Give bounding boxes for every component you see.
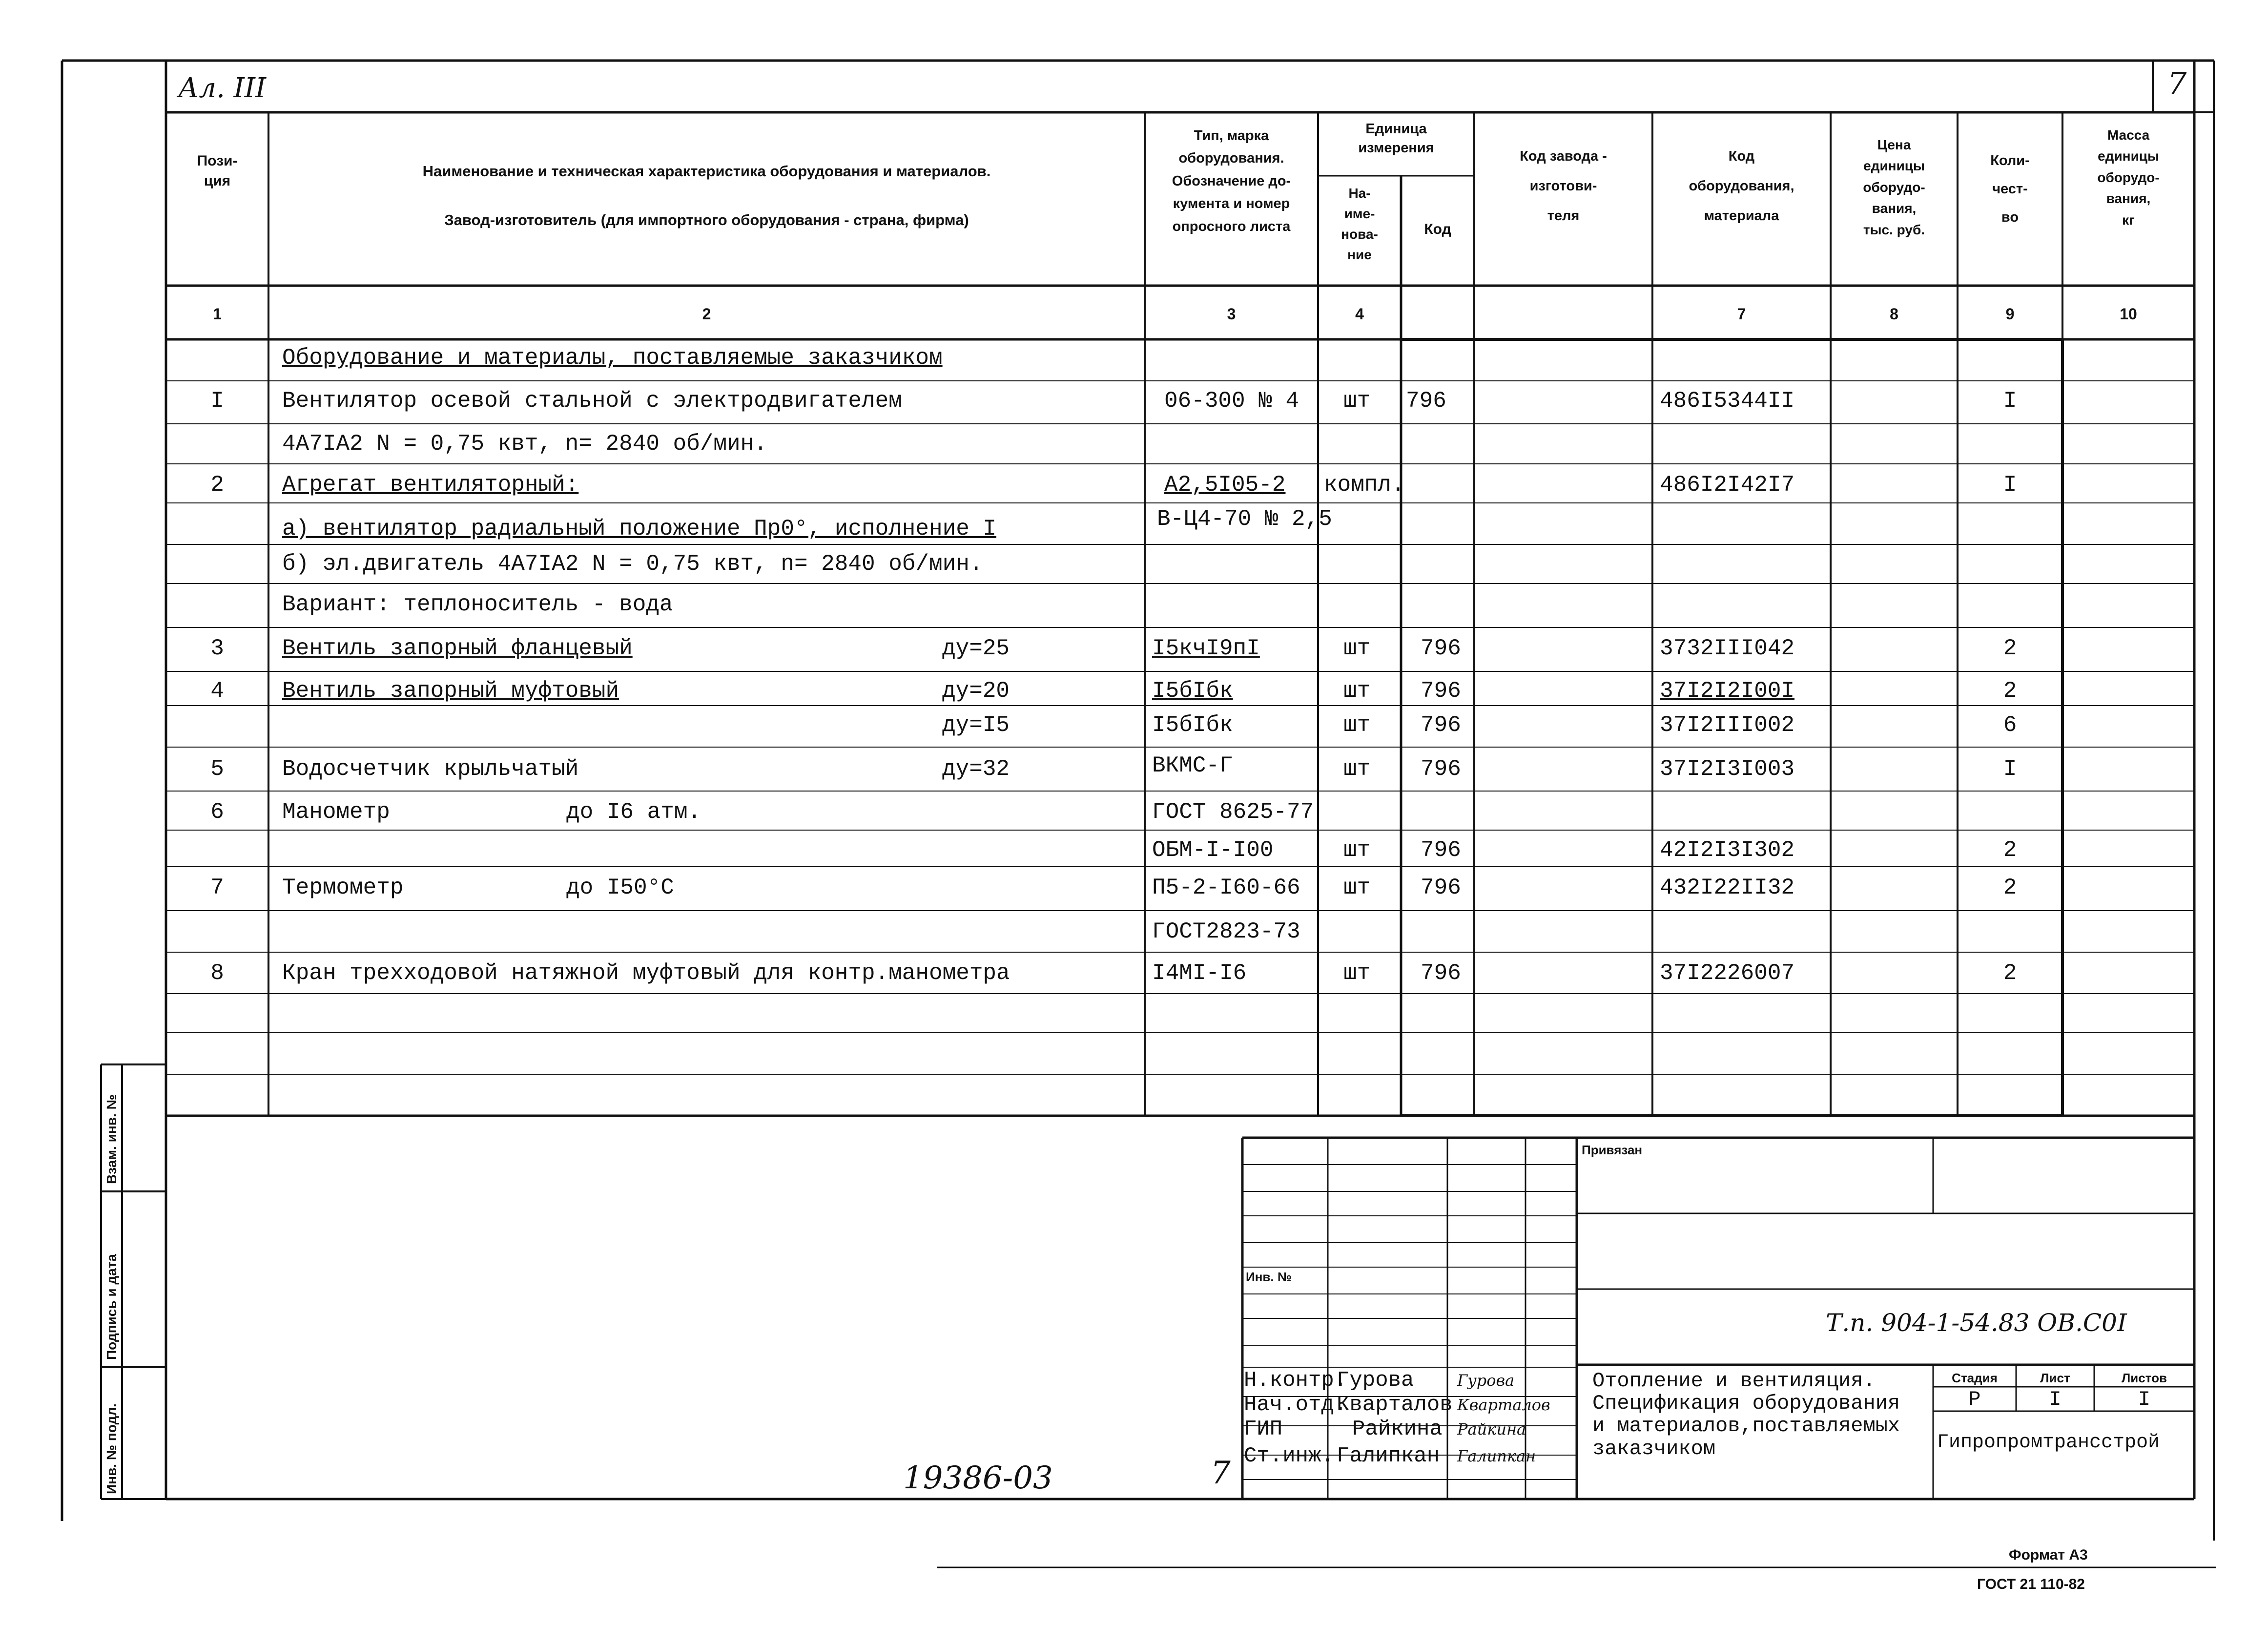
row-unit-code: 796 (1421, 875, 1461, 900)
row-type: ВКМС-Г (1152, 753, 1233, 778)
row-equipment-code: 486I2I42I7 (1660, 472, 1795, 498)
row-unit: шт (1343, 960, 1371, 986)
row-unit: шт (1343, 712, 1371, 738)
row-name: Вентиль запорный фланцевый (282, 636, 633, 661)
signer-role: Ст.инж. (1244, 1444, 1334, 1468)
signer-signature: Райкина (1457, 1420, 1526, 1438)
row-nominal-size: ду=20 (942, 678, 1010, 704)
format-label: Формат А3 (2009, 1547, 2088, 1563)
section-heading: Оборудование и материалы, поставляемые заказчиком (282, 345, 943, 371)
header-quantity: Коли- чест- во (1990, 153, 2030, 225)
inventory-handwritten: 19386-03 (903, 1460, 1053, 1496)
row-equipment-code: 37I2I3I003 (1660, 756, 1795, 782)
signer-name: Галипкан (1337, 1444, 1440, 1468)
header-equipment-code: Код оборудования, материала (1689, 148, 1794, 224)
side-stamp-label: Инв. № подл. (104, 1403, 119, 1494)
header-unit-code: Код (1424, 221, 1451, 237)
row-unit: шт (1343, 875, 1371, 900)
row-unit: шт (1343, 678, 1371, 704)
privyazan-label: Привязан (1582, 1143, 1643, 1157)
row-position: 2 (210, 472, 224, 498)
signer-signature: Галипкан (1457, 1447, 1536, 1465)
header-unit-group: Единица измерения (1358, 121, 1434, 156)
row-equipment-code: 37I2I2I00I (1660, 678, 1795, 704)
side-stamp-label: Подпись и дата (104, 1254, 119, 1360)
row-type: I5кчI9пI (1152, 636, 1260, 661)
row-position: 7 (210, 875, 224, 900)
column-number: 2 (702, 305, 711, 323)
row-type: ОБМ-I-I00 (1152, 837, 1274, 863)
row-range: до I50°С (566, 875, 674, 900)
row-nominal-size: ду=I5 (942, 712, 1010, 738)
row-unit-code: 796 (1421, 837, 1461, 863)
header-factory-code: Код завода - изготови- теля (1520, 148, 1607, 224)
signer-signature: Гурова (1457, 1371, 1515, 1390)
column-number: 8 (1890, 305, 1898, 323)
column-number: 4 (1355, 305, 1364, 323)
header-unit-name: На- име- нова- ние (1341, 186, 1378, 262)
column-number: 7 (1737, 305, 1746, 323)
header-name-line1: Наименование и техническая характеристика оборудования и материалов. (422, 163, 991, 180)
side-stamp-label: Взам. инв. № (104, 1094, 119, 1184)
column-number: 1 (213, 305, 222, 323)
row-name: Агрегат вентиляторный: (282, 472, 579, 498)
document-title: Отопление и вентиляция. Спецификация оборудования и материалов,поставляемых заказчиком (1592, 1369, 1900, 1460)
row-position: I (210, 388, 224, 414)
row-type: I4МI-I6 (1152, 960, 1247, 986)
gost-label: ГОСТ 21 110-82 (1977, 1576, 2085, 1592)
row-type: I5бIбк (1152, 678, 1233, 704)
signer-name: Гурова (1337, 1368, 1414, 1393)
column-number: 3 (1227, 305, 1236, 323)
row-position: 5 (210, 756, 224, 782)
album-label: Ал. III (178, 72, 267, 104)
header-price: Цена единицы оборудо- вания, тыс. руб. (1863, 137, 1925, 237)
signer-role: Н.контр. (1244, 1368, 1347, 1393)
row-quantity: 2 (2003, 636, 2017, 661)
row-equipment-code: 37I2226007 (1660, 960, 1795, 986)
row-nominal-size: ду=25 (942, 636, 1010, 661)
header-name-line2: Завод-изготовитель (для импортного оборудования - страна, фирма) (444, 211, 969, 229)
row-unit: шт (1343, 388, 1371, 414)
row-nominal-size: ду=32 (942, 756, 1010, 782)
row-unit: компл. (1324, 472, 1405, 498)
row-quantity: I (2003, 472, 2017, 498)
row-equipment-code: 42I2I3I302 (1660, 837, 1795, 863)
row-unit: шт (1343, 837, 1371, 863)
column-number: 10 (2120, 305, 2137, 323)
row-unit-code: 796 (1421, 636, 1461, 661)
document-code: Т.п. 904-1-54.83 ОВ.С0I (1826, 1309, 2127, 1337)
signer-signature: Кварталов (1457, 1396, 1550, 1414)
row-name: б) эл.двигатель 4А7IА2 N = 0,75 квт, n= 2840 об/мин. (282, 551, 983, 577)
signer-role: ГИП (1244, 1417, 1283, 1441)
row-type: 06-300 № 4 (1164, 388, 1299, 414)
organization: Гипропромтрансстрой (1937, 1432, 2160, 1454)
row-quantity: 2 (2003, 678, 2017, 704)
row-equipment-code: 432I22II32 (1660, 875, 1795, 900)
row-quantity: I (2003, 388, 2017, 414)
row-unit-code: 796 (1421, 756, 1461, 782)
row-position: 3 (210, 636, 224, 661)
row-position: 8 (210, 960, 224, 986)
row-equipment-code: 486I5344II (1660, 388, 1795, 414)
header-type: Тип, марка оборудования. Обозначение до- кумента и номер опросного листа (1172, 128, 1291, 234)
sheet-label: Лист (2040, 1371, 2070, 1385)
row-name: 4А7IА2 N = 0,75 квт, n= 2840 об/мин. (282, 431, 767, 457)
row-quantity: 6 (2003, 712, 2017, 738)
row-name: Вариант: теплоноситель - вода (282, 592, 673, 617)
row-type: В-Ц4-70 № 2,5 (1157, 506, 1332, 532)
row-type: А2,5I05-2 (1164, 472, 1286, 498)
row-position: 4 (210, 678, 224, 704)
row-unit-code: 796 (1421, 960, 1461, 986)
row-unit: шт (1343, 636, 1371, 661)
row-unit-code: 796 (1421, 678, 1461, 704)
signer-name: Кварталов (1337, 1393, 1453, 1417)
signer-name: Райкина (1352, 1417, 1443, 1441)
row-quantity: 2 (2003, 875, 2017, 900)
row-type: ГОСТ2823-73 (1152, 919, 1300, 944)
row-unit-code: 796 (1421, 712, 1461, 738)
header-position: Пози- ция (197, 153, 238, 189)
page-number: 7 (2167, 65, 2187, 101)
row-name: Вентиль запорный муфтовый (282, 678, 619, 704)
sheet-handwritten: 7 (1211, 1455, 1231, 1491)
row-name: Водосчетчик крыльчатый (282, 756, 579, 782)
stage-label: Стадия (1952, 1371, 1998, 1385)
row-type: I5бIбк (1152, 712, 1233, 738)
row-equipment-code: 37I2III002 (1660, 712, 1795, 738)
column-number: 9 (2005, 305, 2015, 323)
row-name: Вентилятор осевой стальной с электродвигателем (282, 388, 902, 414)
row-type: ГОСТ 8625-77 (1152, 799, 1314, 825)
sheets-label: Листов (2122, 1371, 2167, 1385)
row-position: 6 (210, 799, 224, 825)
row-name: а) вентилятор радиальный положение Пр0°, исполнение I (282, 516, 997, 542)
inv-no-label: Инв. № (1246, 1270, 1292, 1284)
row-unit: шт (1343, 756, 1371, 782)
row-range: до I6 атм. (566, 799, 701, 825)
sheet-value: I (2049, 1388, 2062, 1411)
row-name: Кран трехходовой натяжной муфтовый для контр.манометра (282, 960, 1010, 986)
row-quantity: 2 (2003, 960, 2017, 986)
sheets-value: I (2138, 1388, 2151, 1411)
row-equipment-code: 3732III042 (1660, 636, 1795, 661)
row-name: Термометр (282, 875, 404, 900)
signer-role: Нач.отд. (1244, 1393, 1347, 1417)
row-quantity: I (2003, 756, 2017, 782)
header-mass: Масса единицы оборудо- вания, кг (2097, 127, 2160, 228)
row-unit-code: 796 (1406, 388, 1446, 414)
row-name: Манометр (282, 799, 390, 825)
stage-value: Р (1968, 1388, 1981, 1411)
row-type: П5-2-I60-66 (1152, 875, 1300, 900)
row-quantity: 2 (2003, 837, 2017, 863)
